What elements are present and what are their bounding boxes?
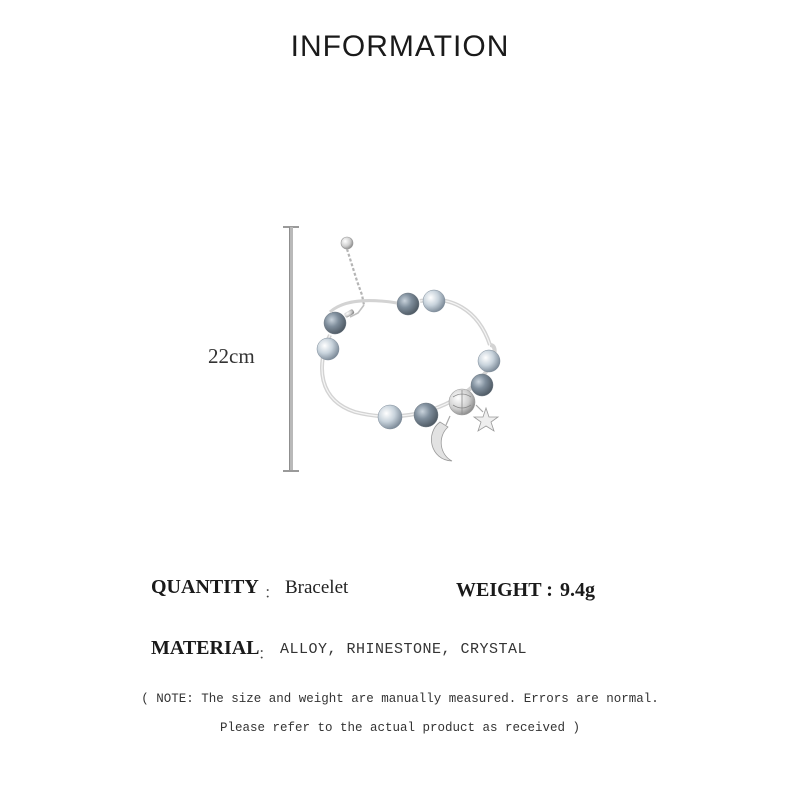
note-line-1: ( NOTE: The size and weight are manually measured. Errors are normal. bbox=[141, 692, 659, 706]
quantity-value: Bracelet bbox=[285, 577, 349, 598]
length-indicator bbox=[283, 226, 299, 472]
page-title: INFORMATION bbox=[290, 30, 510, 63]
moon-charm bbox=[431, 422, 452, 461]
material-label: MATERIAL bbox=[151, 637, 260, 659]
length-indicator-bar bbox=[289, 227, 293, 471]
weight-label: WEIGHT : bbox=[456, 579, 553, 601]
product-image bbox=[300, 225, 520, 465]
weight-value: 9.4g bbox=[560, 579, 595, 601]
material-separator: ： bbox=[258, 646, 275, 663]
length-label: 22cm bbox=[208, 344, 255, 368]
quantity-separator: ： bbox=[264, 585, 281, 602]
note-line-2: Please refer to the actual product as received ) bbox=[219, 721, 581, 735]
length-indicator-bottom-tick bbox=[283, 470, 299, 472]
star-charm bbox=[474, 408, 498, 431]
material-value: ALLOY, RHINESTONE, CRYSTAL bbox=[280, 641, 528, 658]
bracelet-illustration-icon bbox=[300, 225, 520, 465]
quantity-label: QUANTITY bbox=[151, 576, 259, 598]
